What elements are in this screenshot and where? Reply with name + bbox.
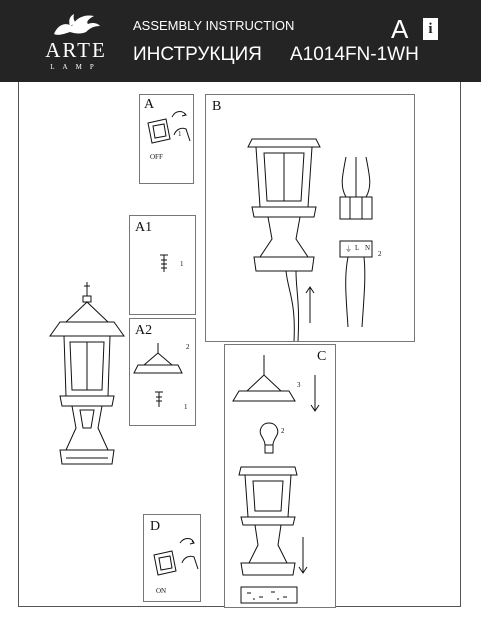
lantern-icon [42, 278, 132, 478]
panel-a1 [129, 215, 196, 315]
logo-subtitle: LAMP [50, 63, 102, 71]
terminal-n: N [365, 244, 371, 252]
info-letter: i [428, 21, 433, 37]
panel-a2 [129, 318, 196, 426]
panel-a-label: A [144, 97, 155, 112]
title-russian: ИНСТРУКЦИЯ [133, 44, 262, 65]
step-number: 1 [184, 403, 188, 411]
logo-word: ARTE [45, 38, 107, 62]
panel-d [143, 514, 201, 602]
arrow-down-icon [297, 535, 309, 575]
terminal-l: L [355, 244, 360, 252]
switch-state-off: OFF [150, 153, 163, 161]
hand-icon [176, 533, 200, 573]
header-bar [0, 0, 481, 82]
panel-a1-label: A1 [135, 220, 153, 235]
panel-c [224, 344, 336, 608]
step-number: 2 [378, 250, 382, 258]
step-number: 1 [180, 260, 184, 268]
panel-d-label: D [150, 519, 161, 534]
base-ground-icon [239, 585, 299, 605]
lantern-roof-icon [132, 341, 184, 381]
panel-b [205, 94, 415, 342]
brand-logo [40, 10, 112, 76]
title-english: ASSEMBLY INSTRUCTION [133, 18, 295, 33]
step-number: 1 [178, 130, 182, 138]
switch-state-on: ON [156, 587, 167, 595]
arrow-up-icon [304, 285, 316, 325]
panel-a2-label: A2 [135, 323, 153, 338]
panel-c-label: C [317, 349, 327, 364]
panel-b-label: B [212, 99, 222, 114]
step-number: 3 [297, 381, 301, 389]
arrow-down-icon [309, 373, 321, 413]
lantern-icon [244, 125, 324, 275]
earth-symbol: ⏚ [345, 245, 352, 253]
step-number: 2 [186, 343, 190, 351]
lantern-icon [233, 459, 303, 589]
info-book-icon [423, 18, 438, 40]
hand-icon [168, 105, 192, 145]
variant-letter: A [391, 14, 409, 44]
terminal-block-icon [336, 157, 376, 327]
panel-a [139, 94, 194, 184]
lantern-roof-icon [229, 353, 299, 413]
screw-icon [152, 389, 166, 409]
screw-icon [156, 252, 176, 276]
step-number: 2 [281, 427, 285, 435]
model-number: A1014FN-1WH [290, 44, 419, 65]
gryphon-logo-icon [40, 10, 112, 40]
bulb-icon [257, 421, 281, 457]
